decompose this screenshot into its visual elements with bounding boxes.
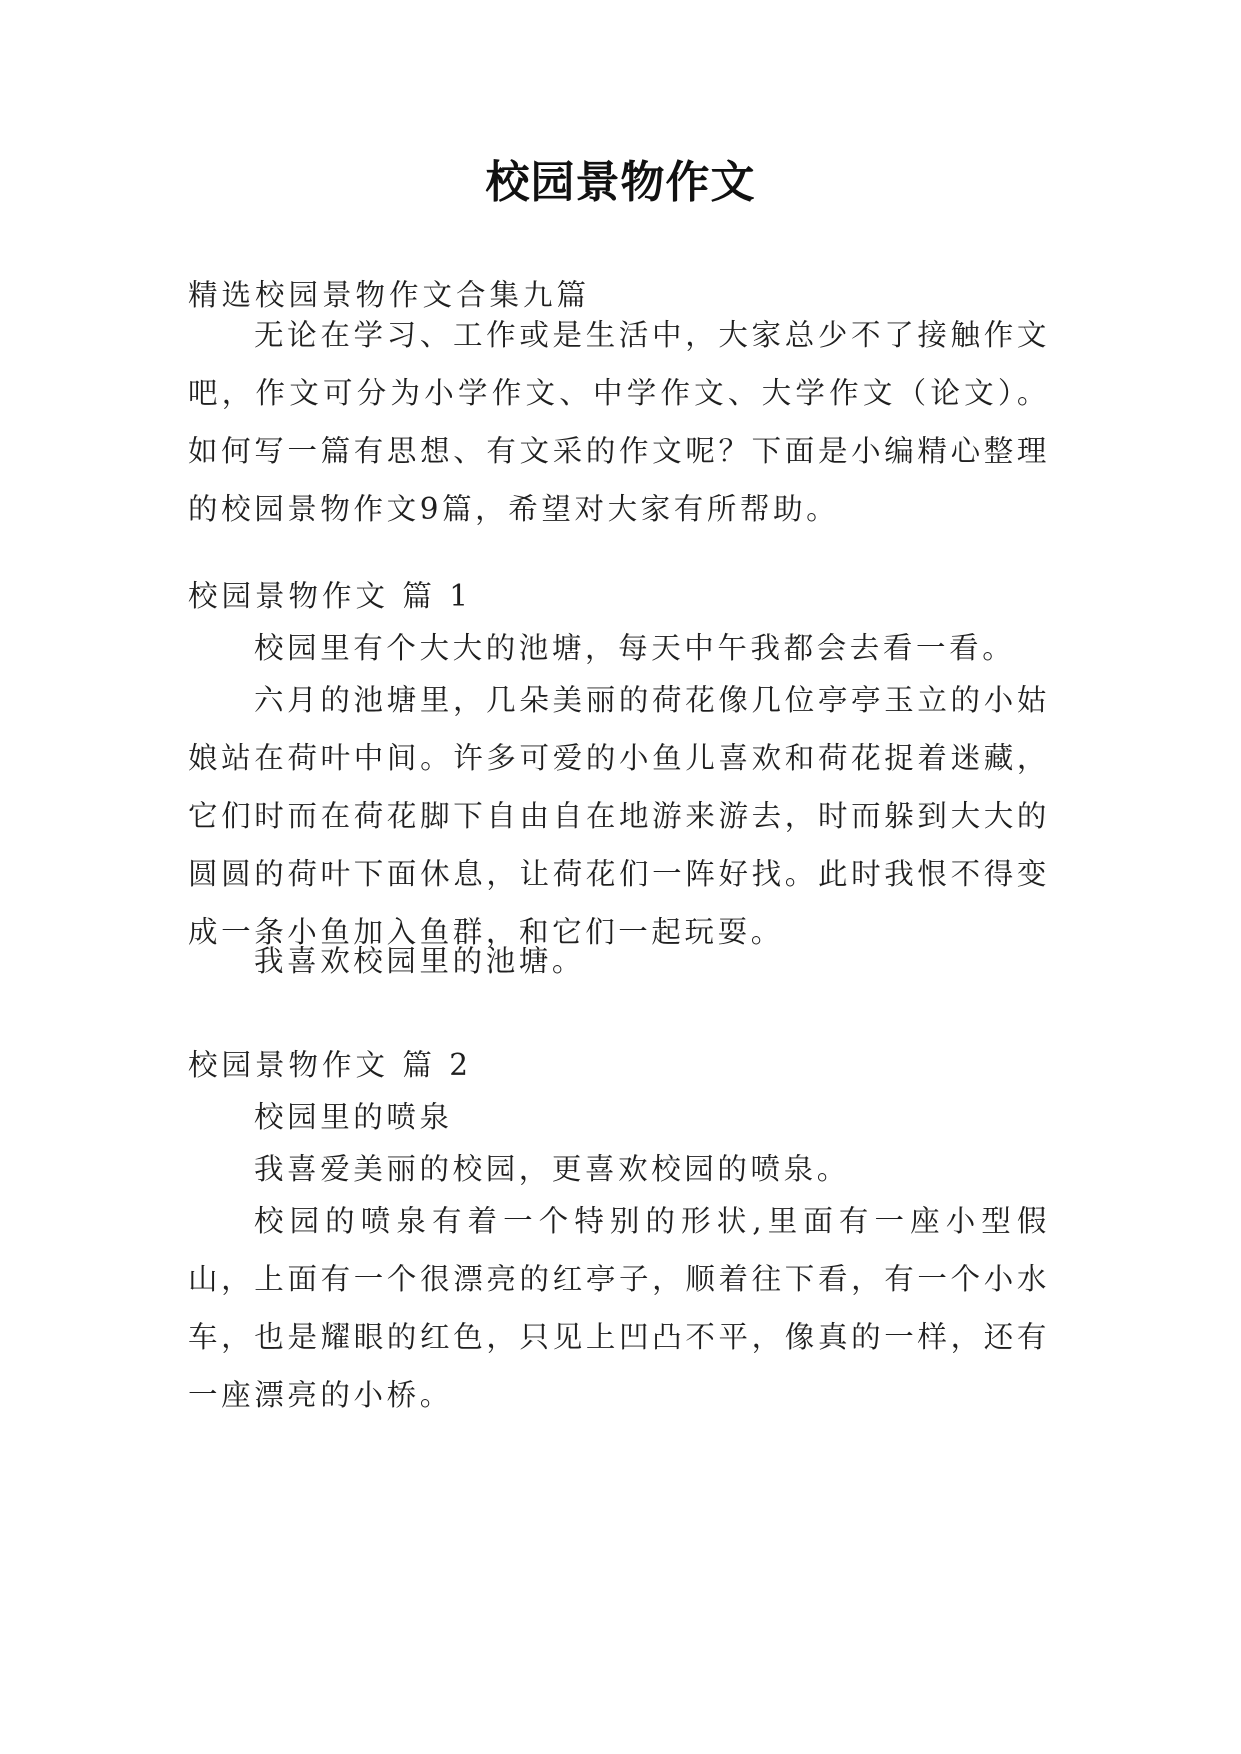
section-1-heading: 校园景物作文 篇 1 — [188, 579, 473, 613]
document-title: 校园景物作文 — [485, 157, 756, 208]
section-1-paragraph-3: 我喜欢校园里的池塘。 — [254, 944, 586, 978]
intro-paragraph: 无论在学习、工作或是生活中，大家总少不了接触作文吧，作文可分为小学作文、中学作文、大学作文（论文）。如何写一篇有思想、有文采的作文呢？下面是小编精心整理的校园景物作文9篇，希望对大家有所帮助。 — [188, 318, 1050, 526]
section-2-heading: 校园景物作文 篇 2 — [188, 1048, 473, 1082]
section-1-paragraph-1: 校园里有个大大的池塘，每天中午我都会去看一看。 — [254, 631, 1016, 665]
section-1-paragraph-2: 六月的池塘里，几朵美丽的荷花像几位亭亭玉立的小姑娘站在荷叶中间。许多可爱的小鱼儿喜欢和荷花捉着迷藏，它们时而在荷花脚下自由自在地游来游去，时而躲到大大的圆圆的荷叶下面休息，让荷花们一阵好找。此时我恨不得变成一条小鱼加入鱼群，和它们一起玩耍。 — [188, 683, 1050, 949]
section-2-paragraph-2: 我喜爱美丽的校园，更喜欢校园的喷泉。 — [254, 1152, 850, 1186]
section-2-paragraph-1: 校园里的喷泉 — [254, 1100, 453, 1134]
collection-subtitle: 精选校园景物作文合集九篇 — [188, 278, 591, 312]
section-2-paragraph-3: 校园的喷泉有着一个特别的形状,里面有一座小型假山，上面有一个很漂亮的红亭子，顺着往下看，有一个小水车，也是耀眼的红色，只见上凹凸不平，像真的一样，还有一座漂亮的小桥。 — [188, 1204, 1050, 1412]
